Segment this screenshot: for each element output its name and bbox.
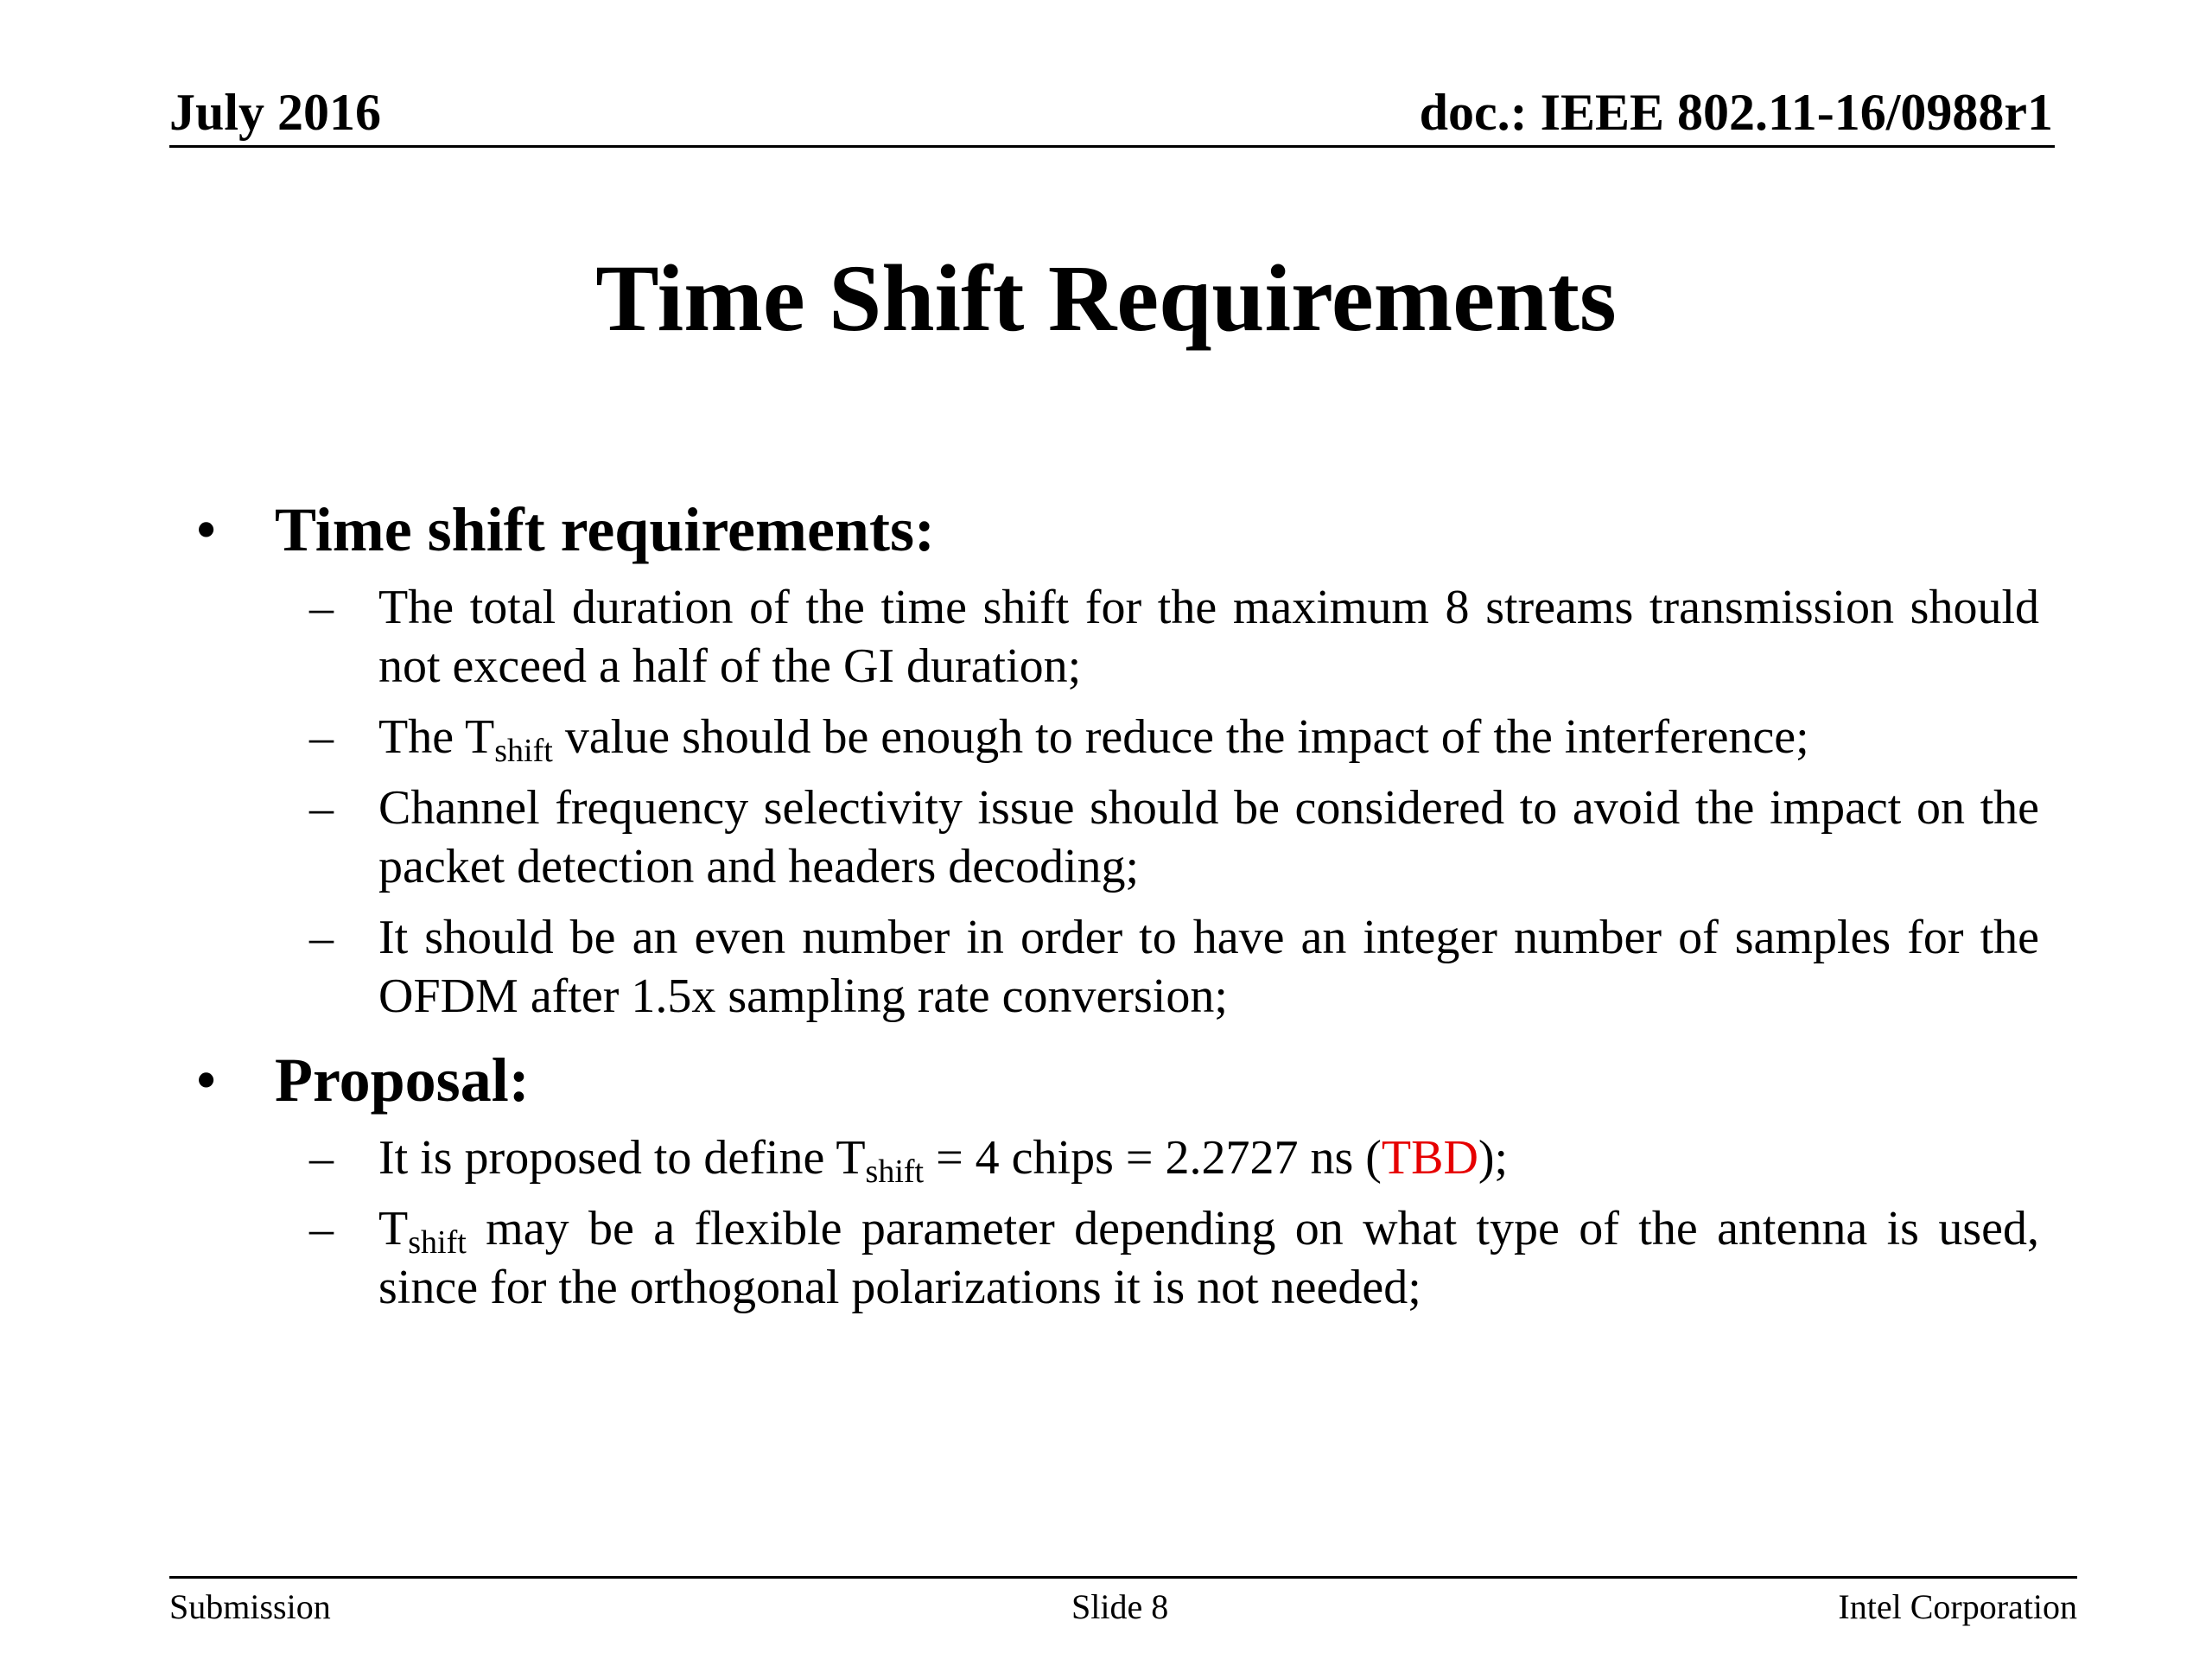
list-item-text-post: value should be enough to reduce the impact of the interference; bbox=[552, 710, 1809, 765]
dash-icon: – bbox=[309, 1202, 334, 1256]
dash-icon: – bbox=[309, 710, 334, 765]
list-item bbox=[275, 908, 2039, 1026]
header-date: July 2016 bbox=[169, 84, 382, 141]
bullet-heading: Time shift requirements: bbox=[275, 495, 935, 564]
bullet-time-shift-requirements bbox=[181, 496, 2039, 564]
dash-icon: – bbox=[309, 781, 334, 836]
dash-icon: – bbox=[309, 581, 334, 635]
tbd-highlight: TBD bbox=[1381, 1131, 1478, 1185]
slide-content bbox=[181, 496, 2039, 1338]
bullet-dot-icon: • bbox=[195, 1046, 218, 1116]
list-item bbox=[275, 578, 2039, 696]
list-item-text-pre: It is proposed to define T bbox=[378, 1131, 866, 1185]
slide-title: Time Shift Requirements bbox=[595, 245, 1617, 351]
sub-list-proposal bbox=[275, 1128, 2039, 1317]
footer-company: Intel Corporation bbox=[1838, 1587, 2077, 1626]
subscript: shift bbox=[494, 733, 553, 770]
header-divider bbox=[169, 145, 2055, 148]
list-item-text-pre: T bbox=[378, 1202, 409, 1256]
footer-divider bbox=[169, 1576, 2077, 1579]
list-item bbox=[275, 1199, 2039, 1317]
footer-slide-number: Slide 8 bbox=[1071, 1587, 1169, 1626]
list-item-text-post: may be a flexible parameter depending on what type of the antenna is used, since for the orthogonal polarizations it is not needed; bbox=[378, 1202, 2039, 1315]
list-item-text: The total duration of the time shift for the maximum 8 streams transmission should not exceed a half of the GI duration; bbox=[378, 581, 2039, 694]
bullet-dot-icon: • bbox=[195, 495, 218, 564]
dash-icon: – bbox=[309, 1131, 334, 1185]
list-item-text-tail: ); bbox=[1478, 1131, 1509, 1185]
dash-icon: – bbox=[309, 911, 334, 965]
list-item-text-pre: The T bbox=[378, 710, 495, 765]
subscript: shift bbox=[865, 1154, 925, 1191]
list-item bbox=[275, 1128, 2039, 1191]
list-item bbox=[275, 708, 2039, 770]
bullet-heading: Proposal: bbox=[275, 1046, 530, 1116]
footer-submission: Submission bbox=[169, 1587, 331, 1626]
list-item-text: It should be an even number in order to have an integer number of samples for the OFDM after 1.5x sampling rate conversion; bbox=[378, 911, 2039, 1024]
sub-list-requirements bbox=[275, 578, 2039, 1026]
header-doc-id: doc.: IEEE 802.11-16/0988r1 bbox=[1419, 84, 2053, 141]
list-item-text: Channel frequency selectivity issue should be considered to avoid the impact on the packet detection and headers decoding; bbox=[378, 781, 2039, 894]
list-item-text-post: = 4 chips = 2.2727 ns ( bbox=[924, 1131, 1382, 1185]
subscript: shift bbox=[408, 1224, 467, 1262]
bullet-proposal bbox=[181, 1046, 2039, 1115]
list-item bbox=[275, 779, 2039, 896]
